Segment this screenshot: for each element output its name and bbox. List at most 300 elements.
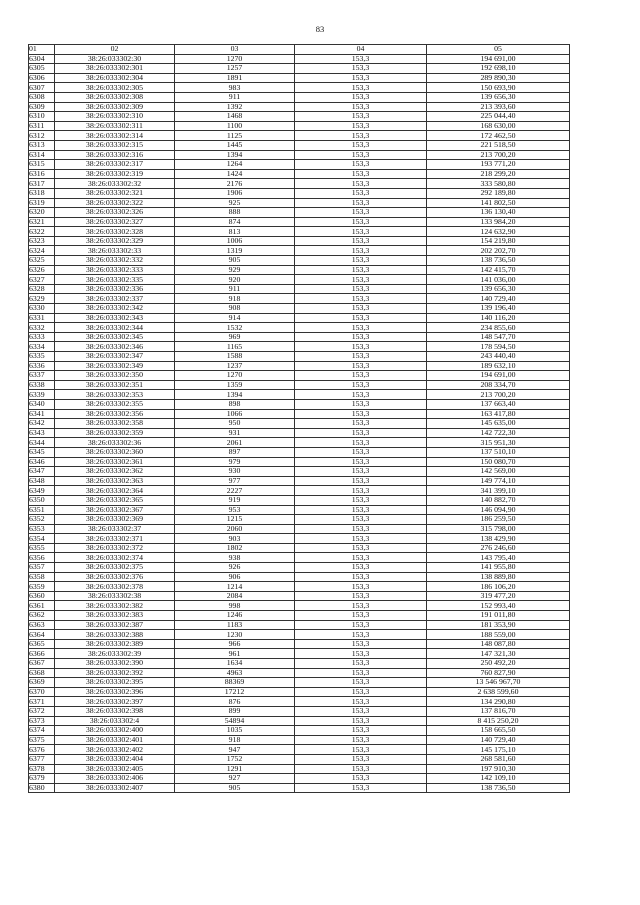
table-row (29, 313, 570, 323)
table-cell: 163 417,80 (427, 409, 570, 419)
table-cell: 38:26:033302:345 (55, 332, 175, 342)
table-cell: 38:26:033302:361 (55, 457, 175, 467)
table-cell: 153,3 (295, 169, 427, 179)
table-row (29, 687, 570, 697)
table-cell: 6312 (29, 131, 55, 141)
table-cell: 38:26:033302:397 (55, 697, 175, 707)
table-row (29, 563, 570, 573)
table-row (29, 102, 570, 112)
table-cell: 6308 (29, 92, 55, 102)
table-cell: 153,3 (295, 543, 427, 553)
table-row (29, 716, 570, 726)
table-cell: 919 (175, 495, 295, 505)
table-cell: 243 440,40 (427, 352, 570, 362)
table-cell: 153,3 (295, 582, 427, 592)
table-cell: 6323 (29, 236, 55, 246)
table-row (29, 92, 570, 102)
table-cell: 918 (175, 294, 295, 304)
table-row (29, 246, 570, 256)
table-cell: 2 638 599,60 (427, 687, 570, 697)
table-row (29, 112, 570, 122)
table-cell: 6336 (29, 361, 55, 371)
table-cell: 153,3 (295, 735, 427, 745)
table-cell: 145 175,10 (427, 745, 570, 755)
table-cell: 168 630,00 (427, 121, 570, 131)
table-cell: 6347 (29, 467, 55, 477)
table-cell: 153,3 (295, 304, 427, 314)
table-cell: 953 (175, 505, 295, 515)
table-cell: 153,3 (295, 390, 427, 400)
table-cell: 6316 (29, 169, 55, 179)
table-cell: 137 510,10 (427, 447, 570, 457)
table-cell: 6342 (29, 419, 55, 429)
table-cell: 153,3 (295, 428, 427, 438)
table-cell: 6356 (29, 553, 55, 563)
table-cell: 38:26:033302:360 (55, 447, 175, 457)
table-cell: 193 771,20 (427, 160, 570, 170)
table-cell: 38:26:033302:347 (55, 352, 175, 362)
table-row (29, 783, 570, 793)
table-cell: 6328 (29, 284, 55, 294)
table-cell: 153,3 (295, 649, 427, 659)
table-cell: 38:26:033302:383 (55, 611, 175, 621)
table-row (29, 380, 570, 390)
table-cell: 38:26:033302:314 (55, 131, 175, 141)
table-cell: 6319 (29, 198, 55, 208)
table-cell: 6367 (29, 659, 55, 669)
table-cell: 142 569,00 (427, 467, 570, 477)
table-cell: 6320 (29, 208, 55, 218)
table-cell: 134 290,80 (427, 697, 570, 707)
table-cell: 153,3 (295, 313, 427, 323)
table-cell: 6359 (29, 582, 55, 592)
table-row (29, 428, 570, 438)
table-cell: 38:26:033302:38 (55, 591, 175, 601)
table-cell: 38:26:033302:364 (55, 486, 175, 496)
table-cell: 142 415,70 (427, 265, 570, 275)
table-cell: 38:26:033302:317 (55, 160, 175, 170)
table-cell: 6371 (29, 697, 55, 707)
table-cell: 38:26:033302:33 (55, 246, 175, 256)
table-cell: 153,3 (295, 332, 427, 342)
table-cell: 38:26:033302:309 (55, 102, 175, 112)
table-cell: 158 665,50 (427, 726, 570, 736)
table-cell: 1264 (175, 160, 295, 170)
table-cell: 153,3 (295, 553, 427, 563)
table-cell: 150 080,70 (427, 457, 570, 467)
table-cell: 17212 (175, 687, 295, 697)
table-cell: 1257 (175, 64, 295, 74)
table-cell: 1066 (175, 409, 295, 419)
table-cell: 143 795,40 (427, 553, 570, 563)
table-cell: 38:26:033302:378 (55, 582, 175, 592)
table-row (29, 678, 570, 688)
table-body (29, 54, 570, 793)
table-cell: 38:26:033302:387 (55, 620, 175, 630)
table-cell: 38:26:033302:407 (55, 783, 175, 793)
table-cell: 38:26:033302:369 (55, 515, 175, 525)
table-cell: 153,3 (295, 371, 427, 381)
table-cell: 38:26:033302:405 (55, 764, 175, 774)
table-row (29, 639, 570, 649)
table-cell: 292 189,80 (427, 188, 570, 198)
table-row (29, 121, 570, 131)
table-cell: 137 816,70 (427, 706, 570, 716)
table-cell: 1035 (175, 726, 295, 736)
table-cell: 38:26:033302:337 (55, 294, 175, 304)
table-cell: 911 (175, 92, 295, 102)
table-cell: 153,3 (295, 591, 427, 601)
table-cell: 6337 (29, 371, 55, 381)
table-cell: 38:26:033302:321 (55, 188, 175, 198)
table-cell: 153,3 (295, 352, 427, 362)
table-cell: 6339 (29, 390, 55, 400)
column-header: 04 (295, 45, 427, 55)
table-cell: 2061 (175, 438, 295, 448)
table-cell: 38:26:033302:319 (55, 169, 175, 179)
table-row (29, 505, 570, 515)
table-cell: 6366 (29, 649, 55, 659)
table-cell: 874 (175, 217, 295, 227)
table-row (29, 495, 570, 505)
table-cell: 139 656,30 (427, 92, 570, 102)
table-cell: 225 044,40 (427, 112, 570, 122)
table-cell: 813 (175, 227, 295, 237)
table-row (29, 217, 570, 227)
table-cell: 6341 (29, 409, 55, 419)
table-cell: 140 882,70 (427, 495, 570, 505)
table-row (29, 198, 570, 208)
table-cell: 38:26:033302:335 (55, 275, 175, 285)
table-row (29, 735, 570, 745)
table-cell: 208 334,70 (427, 380, 570, 390)
table-cell: 1291 (175, 764, 295, 774)
table-cell: 906 (175, 572, 295, 582)
table-row (29, 419, 570, 429)
table-cell: 153,3 (295, 380, 427, 390)
table-cell: 6306 (29, 73, 55, 83)
table-cell: 315 951,30 (427, 438, 570, 448)
table-cell: 38:26:033302:326 (55, 208, 175, 218)
table-cell: 38:26:033302:375 (55, 563, 175, 573)
table-cell: 6326 (29, 265, 55, 275)
table-cell: 6378 (29, 764, 55, 774)
table-cell: 268 581,60 (427, 754, 570, 764)
table-cell: 6345 (29, 447, 55, 457)
table-row (29, 342, 570, 352)
table-cell: 6364 (29, 630, 55, 640)
table-cell: 133 984,20 (427, 217, 570, 227)
table-cell: 142 109,10 (427, 774, 570, 784)
table-cell: 289 890,30 (427, 73, 570, 83)
table-cell: 966 (175, 639, 295, 649)
table-row (29, 73, 570, 83)
table-row (29, 697, 570, 707)
table-cell: 1392 (175, 102, 295, 112)
table-cell: 140 116,20 (427, 313, 570, 323)
table-cell: 6332 (29, 323, 55, 333)
table-cell: 6338 (29, 380, 55, 390)
table-row (29, 275, 570, 285)
table-cell: 1891 (175, 73, 295, 83)
table-row (29, 352, 570, 362)
table-cell: 38:26:033302:359 (55, 428, 175, 438)
table-row (29, 160, 570, 170)
table-cell: 38:26:033302:315 (55, 140, 175, 150)
table-cell: 911 (175, 284, 295, 294)
table-cell: 6377 (29, 754, 55, 764)
table-cell: 38:26:033302:308 (55, 92, 175, 102)
table-cell: 6379 (29, 774, 55, 784)
table-cell: 1270 (175, 54, 295, 64)
table-cell: 153,3 (295, 563, 427, 573)
table-cell: 153,3 (295, 323, 427, 333)
table-cell: 6354 (29, 534, 55, 544)
table-cell: 146 094,90 (427, 505, 570, 515)
table-cell: 1246 (175, 611, 295, 621)
table-cell: 983 (175, 83, 295, 93)
table-cell: 153,3 (295, 774, 427, 784)
table-cell: 141 802,50 (427, 198, 570, 208)
table-cell: 6363 (29, 620, 55, 630)
table-cell: 315 798,00 (427, 524, 570, 534)
table-cell: 6357 (29, 563, 55, 573)
table-cell: 6310 (29, 112, 55, 122)
table-cell: 153,3 (295, 659, 427, 669)
table-cell: 38:26:033302:392 (55, 668, 175, 678)
table-cell: 6353 (29, 524, 55, 534)
table-row (29, 265, 570, 275)
table-cell: 38:26:033302:316 (55, 150, 175, 160)
table-cell: 153,3 (295, 112, 427, 122)
table-cell: 6311 (29, 121, 55, 131)
table-cell: 38:26:033302:336 (55, 284, 175, 294)
table-row (29, 726, 570, 736)
table-cell: 905 (175, 256, 295, 266)
table-cell: 213 700,20 (427, 390, 570, 400)
table-cell: 38:26:033302:353 (55, 390, 175, 400)
table-cell: 38:26:033302:382 (55, 601, 175, 611)
table-cell: 153,3 (295, 275, 427, 285)
table-row (29, 140, 570, 150)
table-row (29, 294, 570, 304)
table-cell: 153,3 (295, 438, 427, 448)
table-cell: 194 691,00 (427, 371, 570, 381)
table-row (29, 591, 570, 601)
table-cell: 6375 (29, 735, 55, 745)
table-cell: 4963 (175, 668, 295, 678)
table-row (29, 371, 570, 381)
table-row (29, 659, 570, 669)
table-cell: 6329 (29, 294, 55, 304)
table-cell: 38:26:033302:311 (55, 121, 175, 131)
table-cell: 38:26:033302:388 (55, 630, 175, 640)
table-row (29, 236, 570, 246)
table-cell: 138 889,80 (427, 572, 570, 582)
table-cell: 920 (175, 275, 295, 285)
table-cell: 6322 (29, 227, 55, 237)
table-cell: 1445 (175, 140, 295, 150)
table-cell: 38:26:033302:396 (55, 687, 175, 697)
table-cell: 153,3 (295, 716, 427, 726)
table-cell: 54894 (175, 716, 295, 726)
table-row (29, 582, 570, 592)
table-cell: 153,3 (295, 572, 427, 582)
table-cell: 6313 (29, 140, 55, 150)
table-cell: 194 691,00 (427, 54, 570, 64)
table-row (29, 323, 570, 333)
table-cell: 1319 (175, 246, 295, 256)
table-row (29, 486, 570, 496)
table-cell: 947 (175, 745, 295, 755)
table-cell: 153,3 (295, 140, 427, 150)
table-cell: 898 (175, 399, 295, 409)
table-cell: 1165 (175, 342, 295, 352)
table-cell: 153,3 (295, 476, 427, 486)
table-cell: 153,3 (295, 198, 427, 208)
table-row (29, 649, 570, 659)
table-row (29, 534, 570, 544)
table-row (29, 543, 570, 553)
table-cell: 153,3 (295, 64, 427, 74)
table-cell: 38:26:033302:374 (55, 553, 175, 563)
table-cell: 2227 (175, 486, 295, 496)
table-cell: 153,3 (295, 620, 427, 630)
table-cell: 38:26:033302:329 (55, 236, 175, 246)
table-row (29, 169, 570, 179)
table-row (29, 524, 570, 534)
table-row (29, 399, 570, 409)
table-cell: 153,3 (295, 697, 427, 707)
table-row (29, 630, 570, 640)
table-cell: 153,3 (295, 678, 427, 688)
table-cell: 38:26:033302:39 (55, 649, 175, 659)
table-cell: 929 (175, 265, 295, 275)
table-cell: 6362 (29, 611, 55, 621)
table-cell: 6376 (29, 745, 55, 755)
table-cell: 140 729,40 (427, 735, 570, 745)
table-cell: 1424 (175, 169, 295, 179)
table-row (29, 620, 570, 630)
table-cell: 938 (175, 553, 295, 563)
table-cell: 153,3 (295, 534, 427, 544)
table-cell: 153,3 (295, 102, 427, 112)
table-cell: 899 (175, 706, 295, 716)
table-cell: 38:26:033302:350 (55, 371, 175, 381)
table-cell: 1230 (175, 630, 295, 640)
table-cell: 38:26:033302:367 (55, 505, 175, 515)
table-cell: 6369 (29, 678, 55, 688)
table-row (29, 754, 570, 764)
table-row (29, 284, 570, 294)
table-row (29, 227, 570, 237)
table-row (29, 131, 570, 141)
table-row (29, 668, 570, 678)
table-cell: 1006 (175, 236, 295, 246)
table-cell: 153,3 (295, 630, 427, 640)
table-cell: 153,3 (295, 361, 427, 371)
table-cell: 8 415 250,20 (427, 716, 570, 726)
table-row (29, 611, 570, 621)
table-cell: 961 (175, 649, 295, 659)
table-cell: 6317 (29, 179, 55, 189)
table-cell: 38:26:033302:406 (55, 774, 175, 784)
table-header-row (29, 45, 570, 55)
table-cell: 153,3 (295, 505, 427, 515)
table-cell: 153,3 (295, 83, 427, 93)
table-cell: 2060 (175, 524, 295, 534)
table-cell: 2176 (175, 179, 295, 189)
page-number: 83 (315, 24, 325, 34)
table-cell: 6335 (29, 352, 55, 362)
table-cell: 153,3 (295, 73, 427, 83)
table-cell: 153,3 (295, 236, 427, 246)
table-cell: 6368 (29, 668, 55, 678)
table-row (29, 64, 570, 74)
table-cell: 38:26:033302:401 (55, 735, 175, 745)
table-row (29, 409, 570, 419)
table-cell: 38:26:033302:358 (55, 419, 175, 429)
table-cell: 139 656,30 (427, 284, 570, 294)
column-header: 01 (29, 45, 55, 55)
table-cell: 221 518,50 (427, 140, 570, 150)
data-table (28, 44, 570, 793)
table-row (29, 54, 570, 64)
table-cell: 38:26:033302:402 (55, 745, 175, 755)
table-cell: 38:26:033302:304 (55, 73, 175, 83)
table-cell: 1214 (175, 582, 295, 592)
table-cell: 202 202,70 (427, 246, 570, 256)
table-cell: 38:26:033302:322 (55, 198, 175, 208)
table-cell: 147 321,30 (427, 649, 570, 659)
table-cell: 153,3 (295, 179, 427, 189)
table-cell: 38:26:033302:376 (55, 572, 175, 582)
table-cell: 153,3 (295, 399, 427, 409)
table-cell: 153,3 (295, 121, 427, 131)
table-cell: 1468 (175, 112, 295, 122)
table-cell: 6355 (29, 543, 55, 553)
table-cell: 153,3 (295, 54, 427, 64)
table-row (29, 745, 570, 755)
table-cell: 38:26:033302:333 (55, 265, 175, 275)
table-cell: 38:26:033302:351 (55, 380, 175, 390)
table-cell: 153,3 (295, 217, 427, 227)
table-cell: 178 594,50 (427, 342, 570, 352)
table-cell: 6309 (29, 102, 55, 112)
table-cell: 150 693,90 (427, 83, 570, 93)
table-cell: 1752 (175, 754, 295, 764)
table-cell: 38:26:033302:371 (55, 534, 175, 544)
table-cell: 153,3 (295, 486, 427, 496)
table-cell: 38:26:033302:404 (55, 754, 175, 764)
table-cell: 153,3 (295, 726, 427, 736)
table-cell: 154 219,80 (427, 236, 570, 246)
table-cell: 38:26:033302:343 (55, 313, 175, 323)
table-cell: 1634 (175, 659, 295, 669)
table-cell: 6380 (29, 783, 55, 793)
table-cell: 1588 (175, 352, 295, 362)
table-cell: 197 910,30 (427, 764, 570, 774)
table-cell: 38:26:033302:389 (55, 639, 175, 649)
table-cell: 149 774,10 (427, 476, 570, 486)
table-cell: 153,3 (295, 246, 427, 256)
table-cell: 6348 (29, 476, 55, 486)
table-cell: 931 (175, 428, 295, 438)
table-row (29, 390, 570, 400)
table-cell: 38:26:033302:327 (55, 217, 175, 227)
table-cell: 897 (175, 447, 295, 457)
table-cell: 38:26:033302:310 (55, 112, 175, 122)
